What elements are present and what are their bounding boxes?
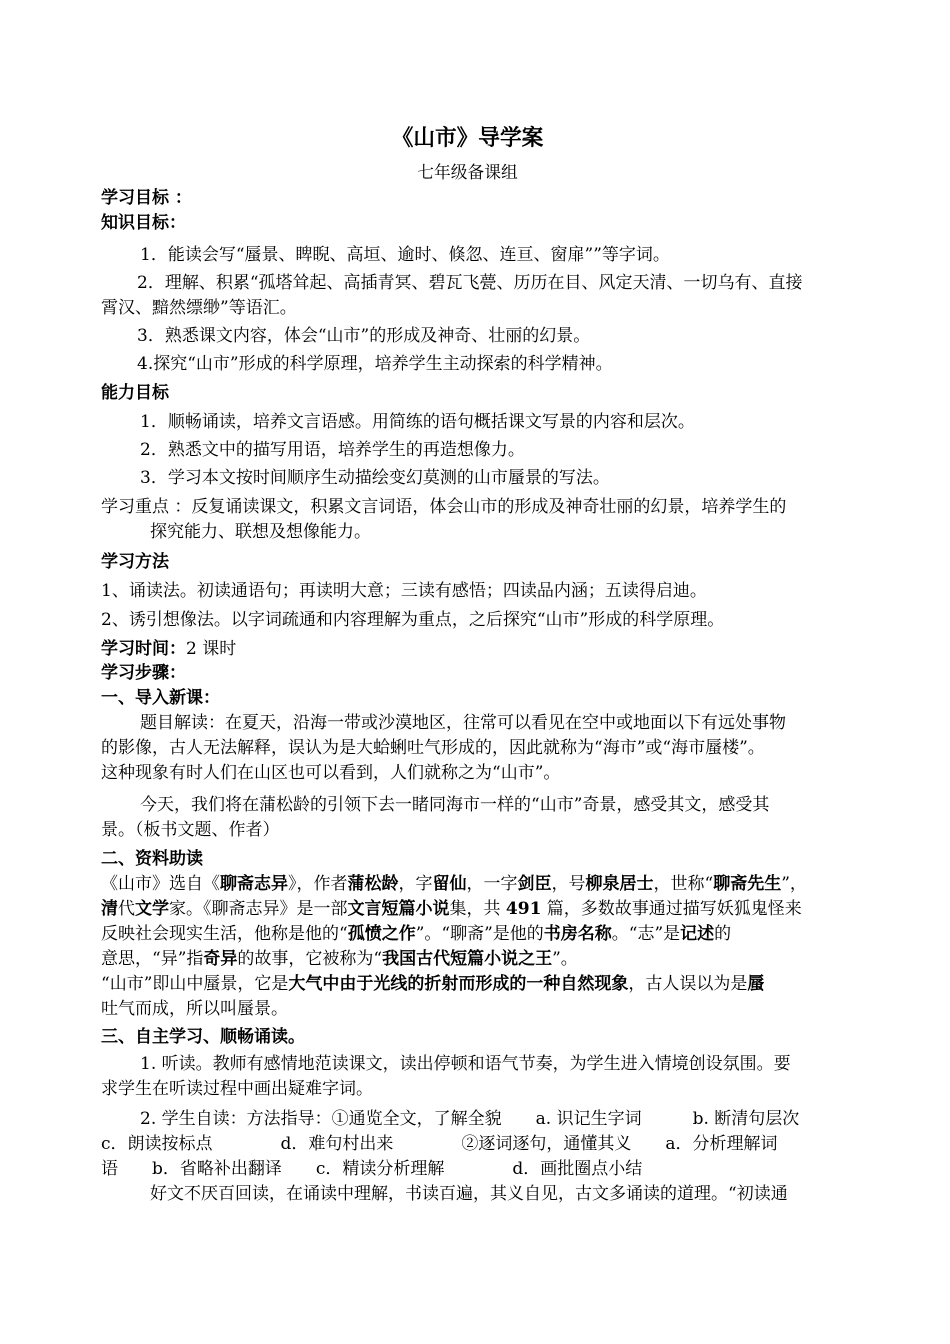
section-2-line-2 [101,897,802,921]
method-item-1: 1、诵读法。初读通语句；再读明大意；三读有感悟；四读品内涵；五读得启迪。 [101,581,707,601]
section-3-para-2a: 2. 学生自读：方法指导：①通览全文，了解全貌 a. 识记生字词 b. 断清句层次 [140,1109,800,1129]
section-1-para-1b: 的影像，古人无法解释，误认为是大蛤蜊吐气形成的，因此就称为“海市”或“海市蜃楼”。 [101,738,765,758]
text-run: ，古人误以为是 [628,974,748,994]
text-run: ，一字 [466,874,518,894]
text-run: 意思，“异”指 [101,949,204,969]
knowledge-item-4: 4.探究“山市”形成的科学原理，培养学生主动探索的科学精神。 [137,354,613,374]
section-3-para-1a: 1. 听读。教师有感情地范读课文，读出停顿和语气节奏，为学生进入情境创设氛围。要 [140,1054,791,1074]
method-item-2: 2、诱引想像法。以字词疏通和内容理解为重点，之后探究“山市”形成的科学原理。 [101,610,725,630]
bold-run: 蒲松龄 [347,874,399,894]
section-3-para-3: 好文不厌百回读，在诵读中理解，书读百遍，其义自见，古文多诵读的道理。“初读通 [150,1184,788,1204]
study-time-label: 学习时间： [101,639,186,659]
text-run: ”。“聊斋”是他的 [415,924,544,944]
bold-run: 大气中由于光线的折射而形成的一种自然现象 [288,974,629,994]
section-2-line-1 [101,872,807,896]
section-2-line-3 [101,922,731,946]
study-time [101,637,236,661]
text-run: 的故事，它被称为“ [237,949,383,969]
page-title: 《山市》导学案 [391,125,544,151]
knowledge-item-3: 3．熟悉课文内容，体会“山市”的形成及神奇、壮丽的幻景。 [137,326,591,346]
bold-run: 聊斋先生 [713,874,782,894]
focus-line-b: 探究能力、联想及想像能力。 [150,522,371,542]
text-run: 。“志”是 [611,924,681,944]
bold-run: 我国古代短篇小说之王 [382,949,553,969]
section-3-para-2c: 语 b．省略补出翻译 c．精读分析理解 d．画批圈点小结 [101,1159,643,1179]
ability-item-2: 2．熟悉文中的描写用语，培养学生的再造想像力。 [140,440,525,460]
knowledge-heading: 知识目标： [101,213,186,233]
method-heading: 学习方法 [101,552,169,572]
bold-run: 剑臣 [517,874,552,894]
bold-run: 清 [101,899,118,919]
bold-run: 聊斋志异 [220,874,288,894]
bold-run: 蜃 [747,974,765,994]
text-run: ，字 [398,874,433,894]
bold-run: 柳泉居士 [585,874,654,894]
study-time-value: 2 课时 [186,639,237,659]
bold-run: 孤愤之作 [347,924,416,944]
text-run: 》，作者 [288,874,348,894]
ability-item-1: 1．顺畅诵读，培养文言语感。用简练的语句概括课文写景的内容和层次。 [140,412,695,432]
section-1-heading: 一、导入新课： [101,688,220,708]
section-1-para-2b: 景。（板书文题、作者） [101,820,280,840]
section-3-para-2b: c．朗读按标点 d．难句村出来 ②逐词逐句，通懂其义 a．分析理解词 [101,1134,778,1154]
page-subtitle: 七年级备课组 [417,163,518,183]
bold-run: 书房名称 [543,924,612,944]
bold-run: 记述 [680,924,715,944]
text-run: 集，共 [449,899,506,919]
section-2-line-6: 吐气而成，所以叫蜃景。 [101,999,288,1019]
section-3-heading: 三、自主学习、顺畅诵读。 [101,1027,305,1047]
bold-run: 491 [505,899,542,919]
text-run: “山市”即山中蜃景，它是 [101,974,289,994]
text-run: 的 [714,924,732,944]
text-run: 家。《聊斋志异》是一部 [169,899,348,919]
text-run: 篇，多数故事通过描写妖狐鬼怪来 [541,899,802,919]
text-run: ”。 [552,949,578,969]
section-3-para-1b: 求学生在听读过程中画出疑难字词。 [101,1079,373,1099]
text-run: 反映社会现实生活，他称是他的“ [101,924,348,944]
bold-run: 奇异 [203,949,238,969]
text-run: 《山市》选自《 [101,874,220,894]
section-1-para-2a: 今天，我们将在蒲松龄的引领下去一睹同海市一样的“山市”奇景，感受其文，感受其 [140,795,770,815]
section-2-line-4 [101,947,578,971]
knowledge-item-1: 1．能读会写“蜃景、睥睨、高垣、逾时、倏忽、连亘、窗扉””等字词。 [140,245,670,265]
knowledge-item-2b: 霄汉、黯然缥缈”等语汇。 [101,298,297,318]
section-1-para-1a: 题目解读：在夏天，沿海一带或沙漠地区，往常可以看见在空中或地面以下有远处事物 [140,713,786,733]
section-2-line-5 [101,972,764,996]
text-run: 代 [118,899,135,919]
bold-run: 文学 [135,899,169,919]
steps-heading: 学习步骤： [101,663,186,683]
section-2-heading: 二、资料助读 [101,849,203,869]
text-run: ”， [781,874,807,894]
text-run: ，号 [551,874,586,894]
focus-line-a: 学习重点 ：反复诵读课文，积累文言词语，体会山市的形成及神奇壮丽的幻景，培养学生的 [101,497,787,517]
text-run: ，世称“ [653,874,714,894]
ability-heading: 能力目标 [101,383,169,403]
bold-run: 文言短篇小说 [347,899,450,919]
goals-heading: 学习目标 ： [101,188,192,208]
ability-item-3: 3．学习本文按时间顺序生动描绘变幻莫测的山市蜃景的写法。 [140,468,610,488]
knowledge-item-2a: 2．理解、积累“孤塔耸起、高插青冥、碧瓦飞甍、历历在目、风定天清、一切乌有、直接 [137,273,803,293]
bold-run: 留仙 [432,874,467,894]
section-1-para-1c: 这种现象有时人们在山区也可以看到，人们就称之为“山市”。 [101,763,561,783]
